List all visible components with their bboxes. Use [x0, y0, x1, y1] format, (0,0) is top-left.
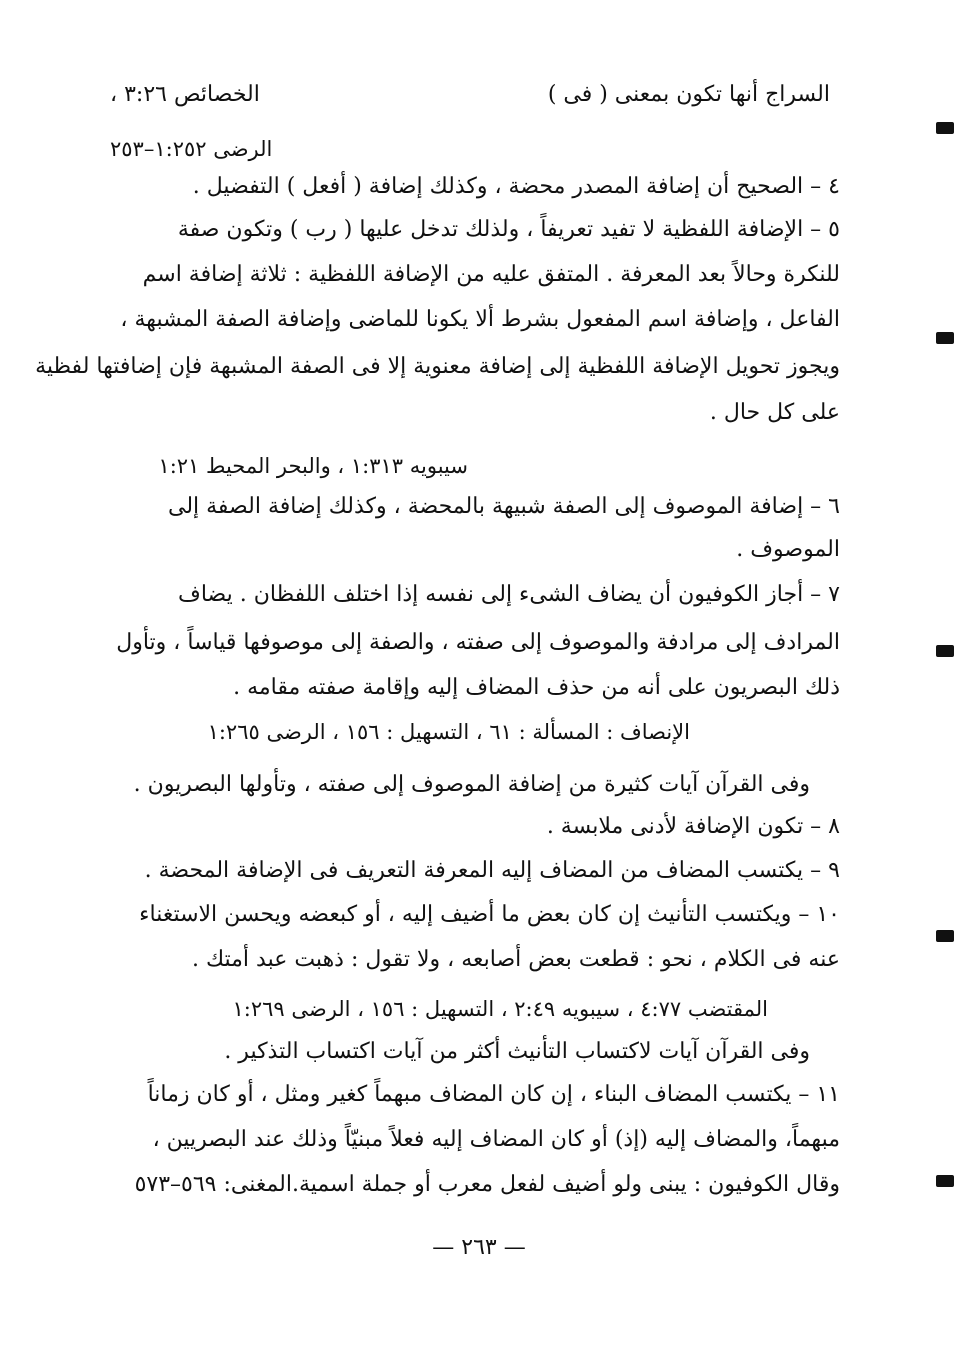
text-line: ذلك البصريون على أنه من حذف المضاف إليه وإقامة صفته مقامه . [233, 675, 840, 700]
scan-mark [936, 122, 954, 134]
reference-line: الإنصاف : المسألة : ٦١ ، التسهيل : ١٥٦ ، الرضى ١:٢٦٥ [207, 720, 690, 744]
text-line: على كل حال . [709, 400, 840, 425]
scan-mark [936, 332, 954, 344]
header-left-reference: الخصائص ٣:٢٦ ، [110, 82, 260, 107]
text-line: ٨ – تكون الإضافة لأدنى ملابسة . [546, 814, 840, 839]
text-line: الموصوف . [736, 537, 840, 562]
text-line: وفى القرآن آيات لاكتساب التأنيث أكثر من آيات اكتساب التذكير . [224, 1039, 810, 1064]
reference-line: الرضى ١:٢٥٢–٢٥٣ [110, 137, 273, 161]
scan-mark [936, 645, 954, 657]
text-line: المرادف إلى مرادفة والموصوف إلى صفته ، والصفة إلى موصوفها قياساً ، وتأول [116, 630, 840, 655]
text-line: ١١ – يكتسب المضاف البناء ، إن كان المضاف مبهماً كغير ومثل ، أو كان زماناً [147, 1082, 840, 1107]
reference-line: سيبويه ١:٣١٣ ، والبحر المحيط ١:٢١ [158, 454, 468, 478]
text-line: وفى القرآن آيات كثيرة من إضافة الموصوف إلى صفته ، وتأولها البصريون . [133, 772, 810, 797]
text-line: ٩ – يكتسب المضاف من المضاف إليه المعرفة التعريف فى الإضافة المحضة . [144, 858, 840, 883]
text-line: وقال الكوفيون : يبنى ولو أضيف لفعل معرب أو جملة اسمية.المغنى: ٥٦٩–٥٧٣ [134, 1172, 840, 1197]
page-number: — ٢٦٣ — [432, 1235, 526, 1260]
scan-mark [936, 930, 954, 942]
text-line: ٥ – الإضافة اللفظية لا تفيد تعريفاً ، ولذلك تدخل عليها ( رب ) وتكون صفة [177, 217, 840, 242]
text-line: ٤ – الصحيح أن إضافة المصدر محضة ، وكذلك إضافة ( أفعل ) التفضيل . [192, 174, 840, 199]
header-line [110, 80, 830, 110]
text-line: عنه فى الكلام ، نحو : قطعت بعض أصابعه ، ولا تقول : ذهبت عبد أمتك . [191, 947, 840, 972]
header-right-text: السراج أنها تكون بمعنى ( فى ) [547, 82, 830, 107]
text-line: الفاعل ، وإضافة اسم المفعول بشرط ألا يكونا للماضى وإضافة الصفة المشبهة ، [120, 307, 840, 332]
scan-mark [936, 1175, 954, 1187]
reference-line: المقتضب ٤:٧٧ ، سيبويه ٢:٤٩ ، التسهيل : ١٥٦ ، الرضى ١:٢٦٩ [232, 997, 768, 1021]
text-line: ١٠ – ويكتسب التأنيث إن كان بعض ما أضيف إليه ، أو كبعضه ويحسن الاستغناء [139, 902, 840, 927]
text-line: ويجوز تحويل الإضافة اللفظية إلى إضافة معنوية إلا فى الصفة المشبهة فإن إضافتها لفظية [35, 354, 840, 379]
text-line: ٦ – إضافة الموصوف إلى الصفة شبيهة بالمحضة ، وكذلك إضافة الصفة إلى [167, 494, 840, 519]
text-line: مبهماً، والمضاف إليه (إذ) أو كان المضاف إليه فعلاً مبنيّاً وذلك عند البصريين ، [152, 1127, 840, 1152]
text-line: للنكرة وحالاً بعد المعرفة . المتفق عليه من الإضافة اللفظية : ثلاثة إضافة اسم [142, 262, 840, 287]
text-line: ٧ – أجاز الكوفيون أن يضاف الشىء إلى نفسه إذا اختلف اللفظان . يضاف [178, 582, 840, 607]
